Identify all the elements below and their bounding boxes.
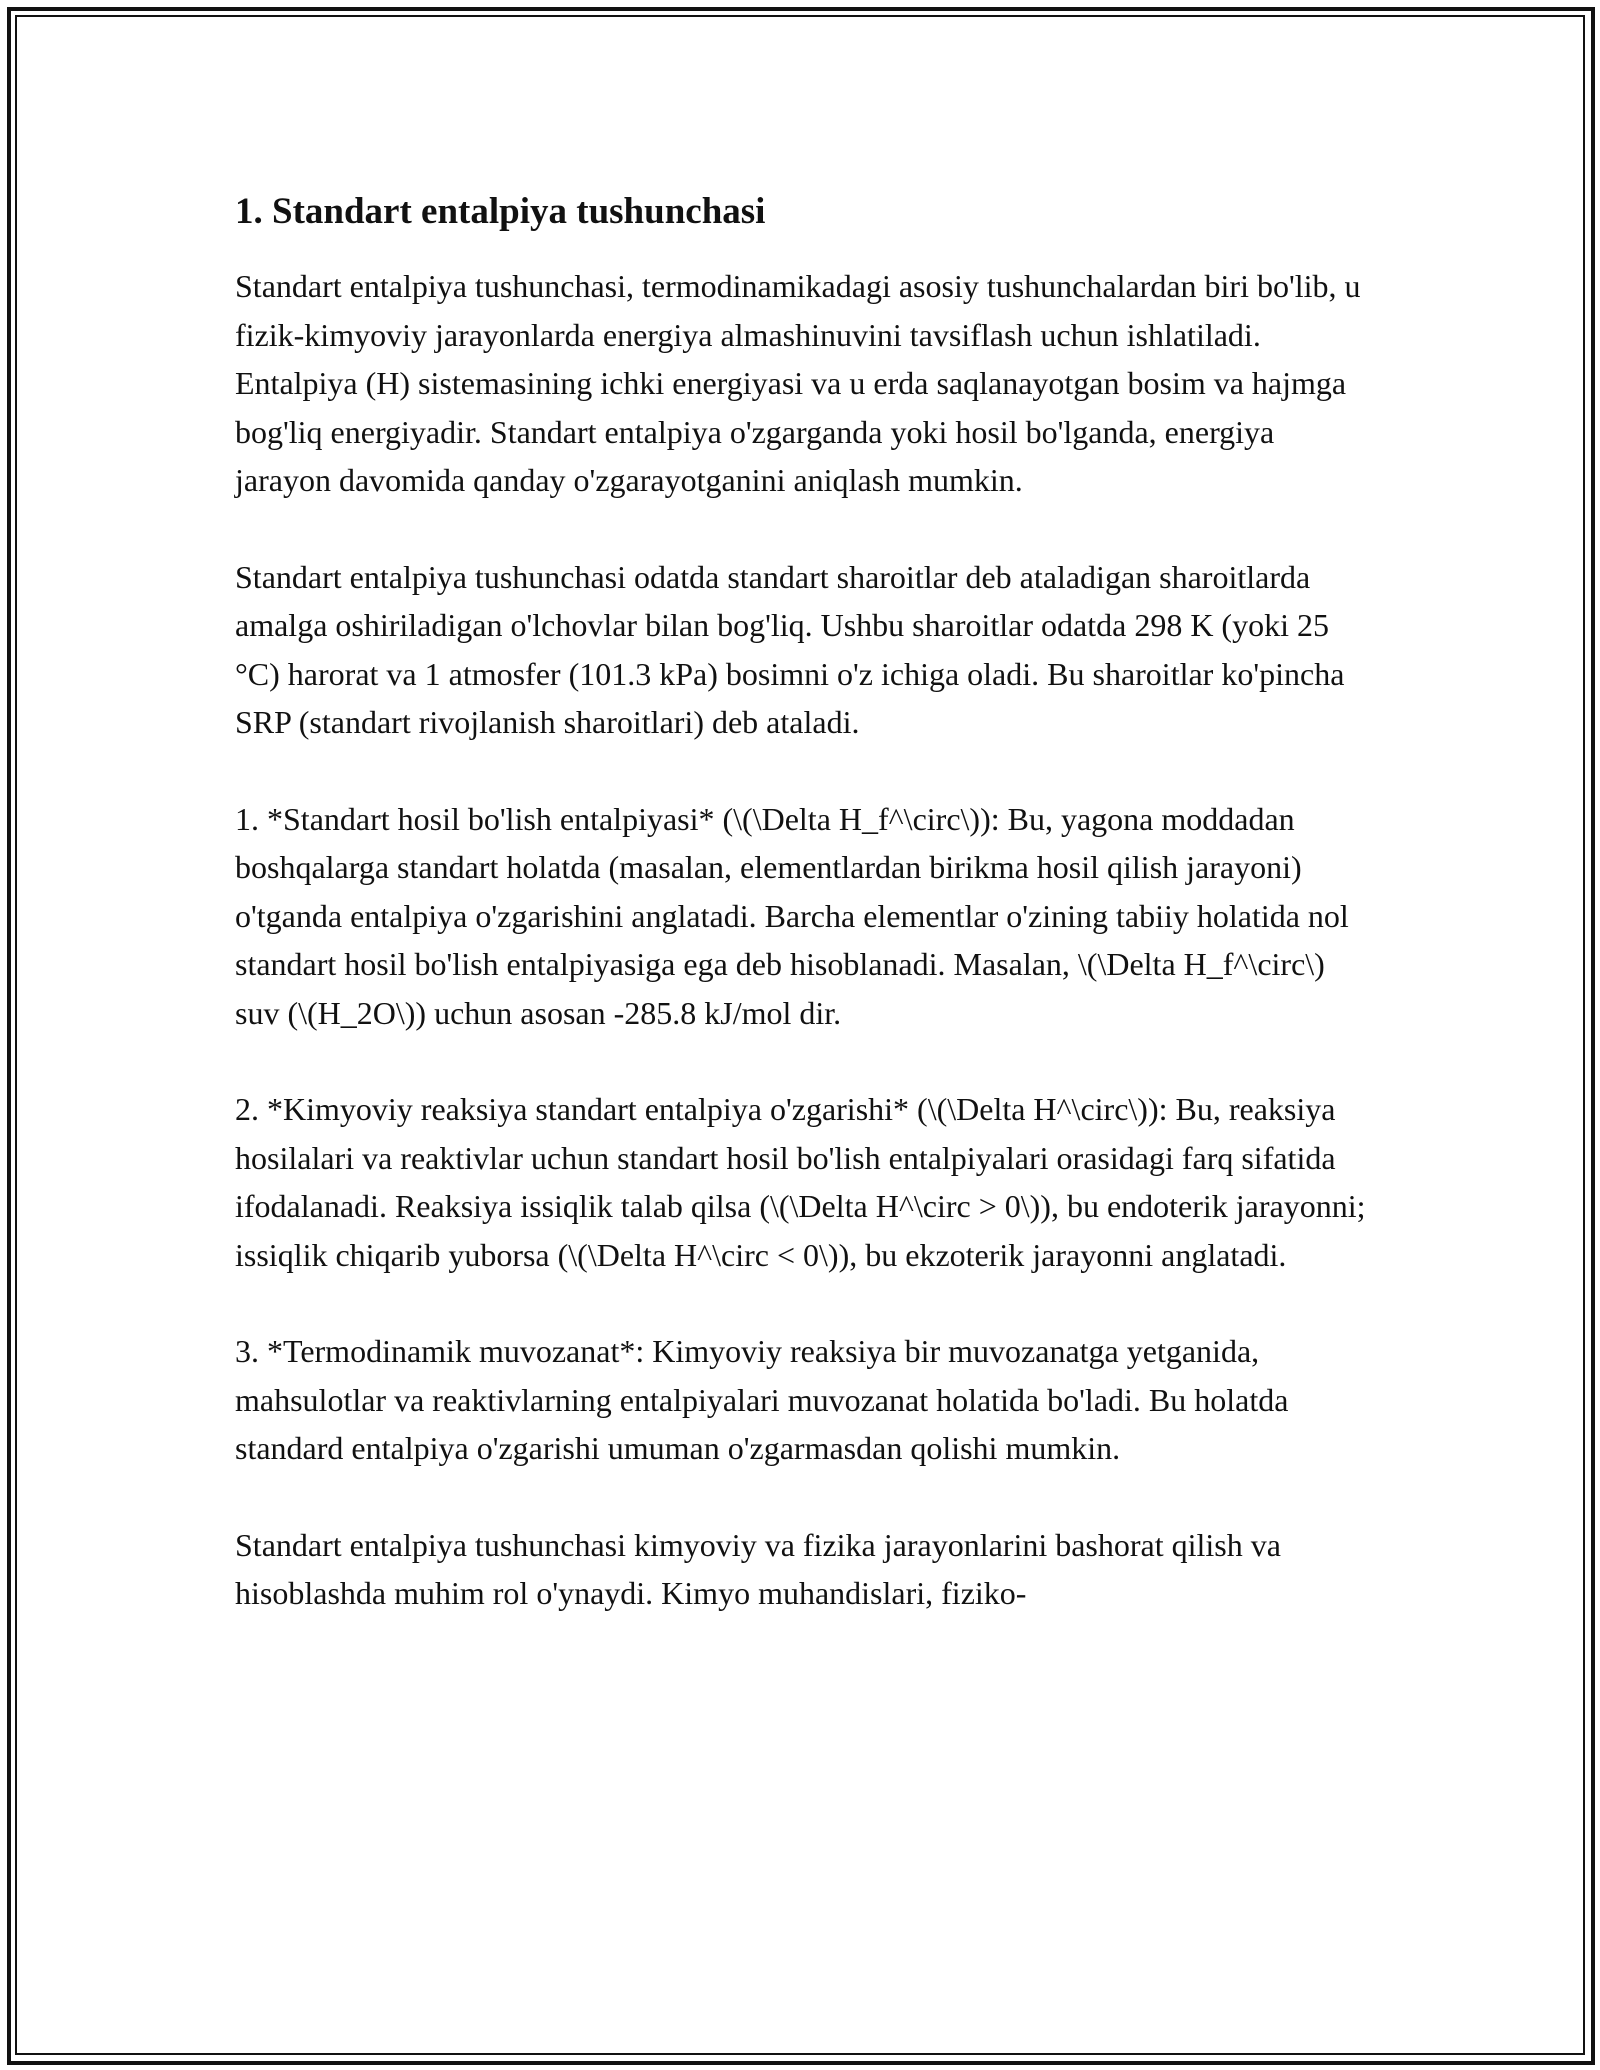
paragraph-intro: Standart entalpiya tushunchasi, termodinamikadagi asosiy tushunchalardan biri bo'lib, u fizik-kimyoviy jarayonlarda energiya almashinuvini tavsiflash uchun ishlatiladi. Entalpiya (H) sistemasining ichki energiyasi va u erda saqlanayotgan bosim va hajmga bog'liq energiyadir. Standart entalpiya o'zgarganda yoki hosil bo'lganda, energiya jarayon davomida qanday o'zgarayotganini aniqlash mumkin. [235, 268, 1361, 498]
list-item-reaction-enthalpy-change: 2. *Kimyoviy reaksiya standart entalpiya o'zgarishi* (\(\Delta H^\circ\)): Bu, reaksiya hosilalari va reaktivlar uchun standart hosil bo'lish entalpiyalari orasidagi farq sifatida ifodalanadi. Reaksiya issiqlik talab qilsa (\(\Delta H^\circ > 0\)), bu endoterik jarayonni; issiqlik chiqarib yuborsa (\(\Delta H^\circ < 0\)), bu ekzoterik jarayonni anglatadi. [235, 1091, 1366, 1273]
document-body [235, 184, 1375, 1618]
list-item-formation-enthalpy: 1. *Standart hosil bo'lish entalpiyasi* (\(\Delta H_f^\circ\)): Bu, yagona moddadan boshqalarga standart holatda (masalan, elementlardan birikma hosil qilish jarayoni) o'tganda entalpiya o'zgarishini anglatadi. Barcha elementlar o'zining tabiiy holatida nol standart hosil bo'lish entalpiyasiga ega deb hisoblanadi. Masalan, \(\Delta H_f^\circ\) suv (\(H_2O\)) uchun asosan -285.8 kJ/mol dir. [235, 800, 1349, 1031]
list-item-thermodynamic-equilibrium: 3. *Termodinamik muvozanat*: Kimyoviy reaksiya bir muvozanatga yetganida, mahsulotlar va reaktivlarning entalpiyalari muvozanat holatida bo'ladi. Bu holatda standard entalpiya o'zgarishi umuman o'zgarmasdan qolishi mumkin. [235, 1333, 1289, 1466]
section-heading: 1. Standart entalpiya tushunchasi [235, 191, 766, 232]
paragraph-conclusion: Standart entalpiya tushunchasi kimyoviy va fizika jarayonlarini bashorat qilish va hisoblashda muhim rol o'ynaydi. Kimyo muhandislari, fiziko- [235, 1526, 1281, 1611]
paragraph-standard-conditions: Standart entalpiya tushunchasi odatda standart sharoitlar deb ataladigan sharoitlarda amalga oshiriladigan o'lchovlar bilan bog'liq. Ushbu sharoitlar odatda 298 K (yoki 25 °C) harorat va 1 atmosfer (101.3 kPa) bosimni o'z ichiga oladi. Bu sharoitlar ko'pincha SRP (standart rivojlanish sharoitlari) deb ataladi. [235, 558, 1345, 740]
